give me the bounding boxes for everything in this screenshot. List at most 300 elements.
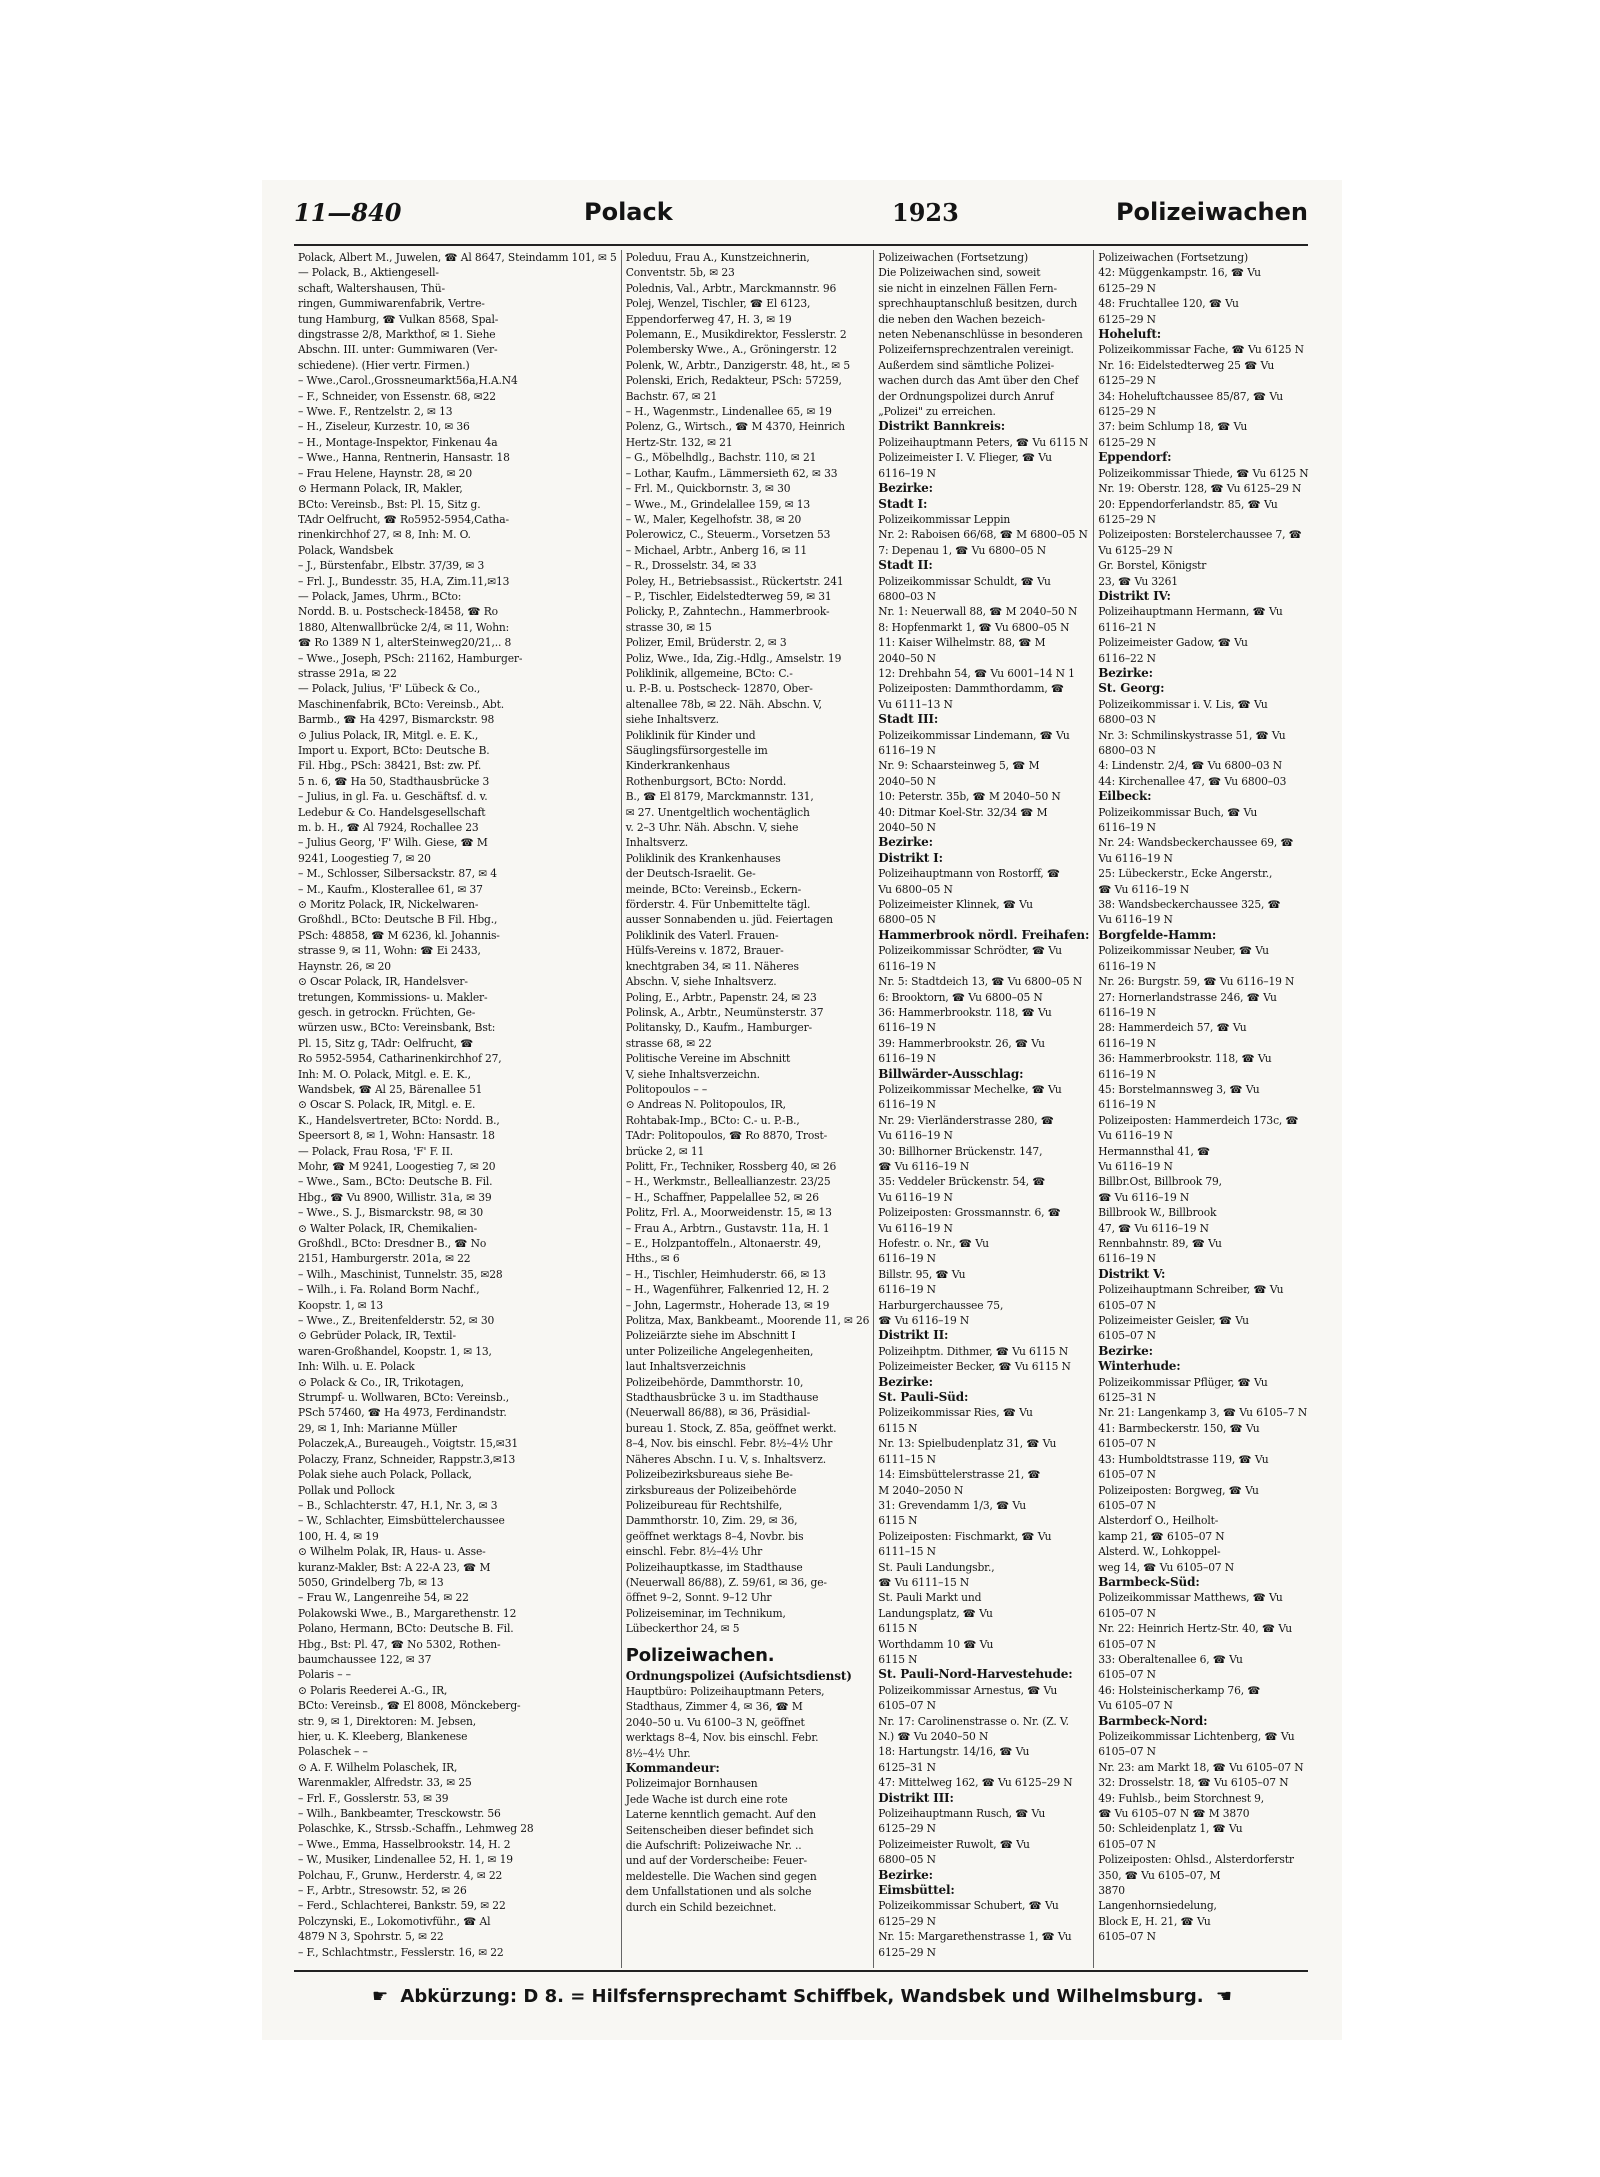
directory-line: Nr. 23: am Markt 18, ☎ Vu 6105–07 N	[1098, 1760, 1304, 1774]
directory-line: Bezirke:	[1098, 665, 1153, 680]
directory-line: Hammerbrook nördl. Freihafen:	[878, 927, 1090, 942]
directory-line: meinde, BCto: Vereinsb., Eckern-	[625, 882, 802, 896]
section-heading: Polizeiwachen.	[625, 1644, 775, 1666]
directory-line: Nr. 21: Langenkamp 3, ☎ Vu 6105–7 N	[1098, 1406, 1308, 1420]
directory-line: 3870	[1098, 1884, 1125, 1898]
directory-line: der Ordnungspolizei durch Anruf	[878, 389, 1054, 403]
directory-line: 23, ☎ Vu 3261	[1098, 574, 1178, 588]
directory-line: tretungen, Kommissions- u. Makler-	[298, 990, 488, 1004]
directory-line: – H., Schaffner, Pappelallee 52, ✉ 26	[625, 1190, 819, 1204]
hand-right-icon: ☚	[1215, 1986, 1232, 2007]
directory-line: ringen, Gummiwarenfabrik, Vertre-	[298, 297, 485, 311]
directory-line: 6116–19 N	[878, 1052, 936, 1066]
directory-line: 47: Mittelweg 162, ☎ Vu 6125–29 N	[878, 1776, 1073, 1790]
directory-line: Polednis, Val., Arbtr., Marckmannstr. 96	[625, 281, 837, 295]
directory-line: Eppendorf:	[1098, 450, 1172, 465]
directory-line: Polembersky Wwe., A., Gröningerstr. 12	[625, 343, 837, 357]
directory-line: Polizeihauptkasse, im Stadthause	[625, 1560, 803, 1574]
directory-line: Billbrook W., Billbrook	[1098, 1206, 1217, 1220]
directory-line: ⊙ Gebrüder Polack, IR, Textil-	[298, 1329, 456, 1343]
directory-line: ⊙ Moritz Polack, IR, Nickelwaren-	[298, 898, 479, 912]
directory-line: Vu 6116–19 N	[878, 1190, 953, 1204]
directory-line: Nr. 15: Margarethenstrasse 1, ☎ Vu	[878, 1930, 1072, 1944]
directory-line: Strumpf- u. Wollwaren, BCto: Vereinsb.,	[298, 1391, 510, 1405]
directory-line: 6105–07 N	[1098, 1930, 1156, 1944]
directory-line: V, siehe Inhaltsverzeichn.	[625, 1067, 760, 1081]
directory-line: 6125–29 N	[878, 1914, 936, 1928]
directory-line: knechtgraben 34, ✉ 11. Näheres	[625, 959, 799, 973]
directory-line: Nr. 2: Raboisen 66/68, ☎ M 6800–05 N	[878, 528, 1088, 542]
directory-line: Pollak und Pollock	[298, 1483, 395, 1497]
directory-line: Polakowski Wwe., B., Margarethenstr. 12	[298, 1606, 517, 1620]
directory-line: Polizeikommissar Neuber, ☎ Vu	[1098, 944, 1269, 958]
directory-line: Distrikt II:	[878, 1328, 949, 1343]
directory-line: Politza, Max, Bankbeamt., Moorende 11, ✉ 26	[625, 1314, 870, 1328]
directory-line: Poleduu, Frau A., Kunstzeichnerin,	[625, 251, 810, 264]
directory-line: ⊙ Oscar Polack, IR, Handelsver-	[298, 975, 468, 989]
page-header	[294, 198, 1308, 234]
directory-line: Polizeikommissar i. V. Lis, ☎ Vu	[1098, 697, 1268, 711]
directory-line: 6115 N	[878, 1622, 918, 1636]
directory-line: ☎ Vu 6116–19 N	[878, 1314, 970, 1328]
directory-line: Bezirke:	[1098, 1343, 1153, 1358]
directory-line: 6800–05 N	[878, 1853, 936, 1867]
directory-line: Politische Vereine im Abschnitt	[625, 1052, 791, 1066]
directory-line: – H., Tischler, Heimhuderstr. 66, ✉ 13	[625, 1267, 826, 1281]
directory-line: 8: Hopfenmarkt 1, ☎ Vu 6800–05 N	[878, 620, 1070, 634]
directory-line: – H., Ziseleur, Kurzestr. 10, ✉ 36	[298, 420, 470, 434]
directory-line: Dammthorstr. 10, Zim. 29, ✉ 36,	[625, 1514, 798, 1528]
directory-line: 6105–07 N	[878, 1699, 936, 1713]
directory-line: 35: Veddeler Brückenstr. 54, ☎	[878, 1175, 1046, 1189]
directory-line: Koopstr. 1, ✉ 13	[298, 1298, 384, 1312]
directory-line: – W., Maler, Kegelhofstr. 38, ✉ 20	[625, 512, 802, 526]
directory-line: schaft, Waltershausen, Thü-	[298, 281, 445, 295]
directory-line: 45: Borstelmannsweg 3, ☎ Vu	[1098, 1082, 1260, 1096]
directory-line: 6105–07 N	[1098, 1837, 1156, 1851]
directory-line: – F., Schneider, von Essenstr. 68, ✉22	[298, 389, 496, 403]
directory-line: 1880, Altenwallbrücke 2/4, ✉ 11, Wohn:	[298, 620, 510, 634]
directory-line: 6105–07 N	[1098, 1637, 1156, 1651]
directory-line: Polizeikommissar Lindemann, ☎ Vu	[878, 728, 1070, 742]
directory-line: Haynstr. 26, ✉ 20	[298, 959, 391, 973]
directory-line: Kommandeur:	[625, 1761, 720, 1775]
directory-line: Vu 6125–29 N	[1098, 543, 1173, 557]
column-3	[874, 250, 1094, 1968]
directory-line: Nr. 22: Heinrich Hertz-Str. 40, ☎ Vu	[1098, 1622, 1292, 1636]
directory-line: Gr. Borstel, Königstr	[1098, 559, 1207, 573]
directory-line: Stadt III:	[878, 712, 939, 727]
directory-line: 6: Brooktorn, ☎ Vu 6800–05 N	[878, 990, 1043, 1004]
directory-line: Polizeiwachen (Fortsetzung)	[878, 251, 1028, 264]
directory-line: Distrikt IV:	[1098, 588, 1171, 603]
directory-line: unter Polizeiliche Angelegenheiten,	[625, 1344, 814, 1358]
directory-line: 12: Drehbahn 54, ☎ Vu 6001–14 N 1	[878, 666, 1075, 680]
directory-line: Nr. 16: Eidelstedterweg 25 ☎ Vu	[1098, 358, 1275, 372]
directory-line: PSch: 48858, ☎ M 6236, kl. Johannis-	[298, 928, 500, 942]
running-head-section: Polizeiwachen	[1115, 198, 1308, 226]
directory-line: durch ein Schild bezeichnet.	[625, 1900, 777, 1914]
directory-line: – Frl. J., Bundesstr. 35, H.A, Zim.11,✉13	[298, 574, 510, 588]
directory-line: Polizeikommissar Pflüger, ☎ Vu	[1098, 1375, 1268, 1389]
directory-line: Landungsplatz, ☎ Vu	[878, 1606, 993, 1620]
directory-line: Nr. 5: Stadtdeich 13, ☎ Vu 6800–05 N	[878, 975, 1083, 989]
directory-line: PSch 57460, ☎ Ha 4973, Ferdinandstr.	[298, 1406, 507, 1420]
directory-line: Eppendorferweg 47, H. 3, ✉ 19	[625, 312, 792, 326]
directory-line: 40: Ditmar Koel-Str. 32/34 ☎ M	[878, 805, 1048, 819]
binding-edge	[0, 0, 16, 2177]
directory-line: 5 n. 6, ☎ Ha 50, Stadthausbrücke 3	[298, 774, 490, 788]
directory-line: Nr. 3: Schmilinskystrasse 51, ☎ Vu	[1098, 728, 1286, 742]
directory-line: Polenk, W., Arbtr., Danzigerstr. 48, ht., ✉ 5	[625, 358, 851, 372]
directory-line: Rothenburgsort, BCto: Nordd.	[625, 774, 787, 788]
directory-line: – Frl. M., Quickbornstr. 3, ✉ 30	[625, 482, 791, 496]
directory-line: Winterhude:	[1098, 1359, 1181, 1374]
directory-line: 18: Hartungstr. 14/16, ☎ Vu	[878, 1745, 1030, 1759]
directory-line: Polizeiposten: Fischmarkt, ☎ Vu	[878, 1529, 1052, 1543]
directory-line: Polack, Albert M., Juwelen, ☎ Al 8647, Steindamm 101, ✉ 5	[298, 251, 617, 264]
directory-line: Jede Wache ist durch eine rote	[625, 1792, 788, 1806]
directory-line: Polizeikommissar Schrödter, ☎ Vu	[878, 944, 1062, 958]
directory-line: Poliklinik des Krankenhauses	[625, 851, 781, 865]
directory-line: 6105–07 N	[1098, 1745, 1156, 1759]
directory-line: Großhdl., BCto: Deutsche B Fil. Hbg.,	[298, 913, 498, 927]
directory-line: 6116–19 N	[1098, 1067, 1156, 1081]
footer-note: Abkürzung: D 8. = Hilfsfernsprechamt Schiffbek, Wandsbek und Wilhelmsburg.	[400, 1986, 1204, 2007]
directory-line: Polizeikommissar Fache, ☎ Vu 6125 N	[1098, 343, 1304, 357]
directory-line: Polizeimeister Klinnek, ☎ Vu	[878, 898, 1033, 912]
directory-line: ⊙ Wilhelm Polak, IR, Haus- u. Asse-	[298, 1545, 486, 1559]
directory-line: Politz, Frl. A., Moorweidenstr. 15, ✉ 13	[625, 1206, 832, 1220]
directory-line: Näheres Abschn. I u. V, s. Inhaltsverz.	[625, 1452, 826, 1466]
directory-line: werktags 8–4, Nov. bis einschl. Febr.	[625, 1731, 819, 1745]
directory-line: St. Pauli-Süd:	[878, 1390, 969, 1405]
directory-line: – Lothar, Kaufm., Lämmersieth 62, ✉ 33	[625, 466, 838, 480]
directory-line: Poliz, Wwe., Ida, Zig.-Hdlg., Amselstr. 19	[625, 651, 842, 665]
directory-line: schiedene). (Hier vertr. Firmen.)	[298, 358, 470, 372]
directory-line: (Neuerwall 86/88), ✉ 36, Präsidial-	[625, 1406, 811, 1420]
directory-line: ⊙ Polack & Co., IR, Trikotagen,	[298, 1375, 464, 1389]
directory-line: siehe Inhaltsverz.	[625, 713, 719, 727]
directory-line: – H., Wagenmstr., Lindenallee 65, ✉ 19	[625, 405, 832, 419]
directory-line: TAdr: Politopoulos, ☎ Ro 8870, Trost-	[625, 1129, 828, 1143]
directory-line: – Wwe., S. J., Bismarckstr. 98, ✉ 30	[298, 1206, 484, 1220]
directory-line: – Frl. F., Gosslerstr. 53, ✉ 39	[298, 1791, 449, 1805]
directory-line: 350, ☎ Vu 6105–07, M	[1098, 1868, 1221, 1882]
directory-line: 37: beim Schlump 18, ☎ Vu	[1098, 420, 1248, 434]
directory-line: – Wwe., Joseph, PSch: 21162, Hamburger-	[298, 651, 523, 665]
directory-line: Polizeimeister Gadow, ☎ Vu	[1098, 636, 1248, 650]
directory-line: 2040–50 N	[878, 651, 936, 665]
directory-line: Politansky, D., Kaufm., Hamburger-	[625, 1021, 812, 1035]
directory-line: Stadt I:	[878, 496, 928, 511]
directory-line: Distrikt Bannkreis:	[878, 419, 1006, 434]
directory-line: laut Inhaltsverzeichnis	[625, 1360, 746, 1374]
directory-line: ☎ Vu 6116–19 N	[1098, 882, 1190, 896]
directory-line: 6105–07 N	[1098, 1668, 1156, 1682]
directory-line: Warenmakler, Alfredstr. 33, ✉ 25	[298, 1776, 472, 1790]
directory-line: 38: Wandsbeckerchaussee 325, ☎	[1098, 898, 1281, 912]
directory-line: 6116–19 N	[878, 1098, 936, 1112]
directory-line: strasse 291a, ✉ 22	[298, 666, 397, 680]
directory-line: Vu 6116–19 N	[1098, 1129, 1173, 1143]
directory-line: Hofestr. o. Nr., ☎ Vu	[878, 1237, 989, 1250]
directory-line: – Frau A., Arbtrn., Gustavstr. 11a, H. 1	[625, 1221, 830, 1235]
running-head-name: Polack	[584, 198, 673, 226]
directory-line: ⊙ Hermann Polack, IR, Makler,	[298, 482, 463, 496]
directory-line: Lübeckerthor 24, ✉ 5	[625, 1622, 740, 1636]
directory-line: – G., Möbelhdlg., Bachstr. 110, ✉ 21	[625, 451, 817, 465]
directory-line: 6125–29 N	[878, 1822, 936, 1836]
directory-line: Eimsbüttel:	[878, 1883, 955, 1898]
directory-line: 6111–15 N	[878, 1452, 936, 1466]
directory-line: 39: Hammerbrookstr. 26, ☎ Vu	[878, 1036, 1045, 1050]
directory-line: dem Unfallstationen und als solche	[625, 1885, 812, 1899]
directory-line: Polizeiposten: Hammerdeich 173c, ☎	[1098, 1113, 1299, 1127]
directory-line: K., Handelsvertreter, BCto: Nordd. B.,	[298, 1113, 500, 1127]
directory-line: St. Pauli Landungsbr.,	[878, 1560, 995, 1574]
directory-line: Polchau, F., Grunw., Herderstr. 4, ✉ 22	[298, 1868, 503, 1882]
directory-line: Polizeiposten: Dammthordamm, ☎	[878, 682, 1064, 696]
directory-line: die Aufschrift: Polizeiwache Nr. ..	[625, 1839, 802, 1853]
directory-line: 6116–19 N	[878, 1021, 936, 1035]
directory-line: 47, ☎ Vu 6116–19 N	[1098, 1221, 1209, 1235]
directory-line: – Julius, in gl. Fa. u. Geschäftsf. d. v.	[298, 790, 488, 804]
directory-line: 6116–21 N	[1098, 620, 1156, 634]
directory-line: 2040–50 u. Vu 6100–3 N, geöffnet	[625, 1715, 805, 1729]
directory-line: Politt, Fr., Techniker, Rossberg 40, ✉ 26	[625, 1159, 837, 1173]
directory-line: Polizer, Emil, Brüderstr. 2, ✉ 3	[625, 636, 787, 650]
directory-line: Polizeihauptmann Hermann, ☎ Vu	[1098, 605, 1283, 619]
directory-line: würzen usw., BCto: Vereinsbank, Bst:	[298, 1021, 496, 1035]
directory-line: Hbg., ☎ Vu 8900, Willistr. 31a, ✉ 39	[298, 1190, 492, 1204]
directory-line: Vu 6116–19 N	[1098, 913, 1173, 927]
directory-line: strasse 68, ✉ 22	[625, 1036, 712, 1050]
directory-line: ☎ Vu 6116–19 N	[1098, 1190, 1190, 1204]
directory-line: Polizeikommissar Mechelke, ☎ Vu	[878, 1082, 1062, 1096]
directory-line: 6125–31 N	[878, 1760, 936, 1774]
directory-line: Polizeimeister Ruwolt, ☎ Vu	[878, 1837, 1030, 1851]
directory-line: Stadthaus, Zimmer 4, ✉ 36, ☎ M	[625, 1700, 803, 1714]
directory-line: 6125–29 N	[1098, 312, 1156, 326]
directory-line: dingstrasse 2/8, Markthof, ✉ 1. Siehe	[298, 328, 496, 342]
directory-line: Poliklinik für Kinder und	[625, 728, 756, 742]
directory-line: Polaczek,A., Bureaugeh., Voigtstr. 15,✉31	[298, 1437, 519, 1451]
directory-line: TAdr Oelfrucht, ☎ Ro5952-5954,Catha-	[298, 512, 509, 526]
directory-line: und auf der Vorderscheibe: Feuer-	[625, 1854, 807, 1868]
directory-line: – Wwe., Z., Breitenfelderstr. 52, ✉ 30	[298, 1314, 495, 1328]
directory-line: – Ferd., Schlachterei, Bankstr. 59, ✉ 22	[298, 1899, 506, 1913]
directory-line: Polizeimeister Becker, ☎ Vu 6115 N	[878, 1360, 1071, 1374]
directory-line: Nr. 29: Vierländerstrasse 280, ☎	[878, 1113, 1054, 1127]
directory-line: u. P.-B. u. Postscheck- 12870, Ober-	[625, 682, 813, 696]
columns	[294, 250, 1308, 1968]
directory-line: Polenski, Erich, Redakteur, PSch: 57259,	[625, 374, 842, 388]
directory-line: Stadt II:	[878, 558, 933, 573]
directory-line: Polack, Wandsbek	[298, 543, 394, 557]
directory-line: 6115 N	[878, 1421, 918, 1435]
directory-line: Nr. 19: Oberstr. 128, ☎ Vu 6125–29 N	[1098, 482, 1302, 496]
directory-line: Polizeikommissar Buch, ☎ Vu	[1098, 805, 1258, 819]
directory-line: Vu 6105–07 N	[1098, 1699, 1173, 1713]
directory-line: Polizeikommissar Ries, ☎ Vu	[878, 1406, 1033, 1420]
directory-line: Nr. 1: Neuerwall 88, ☎ M 2040–50 N	[878, 605, 1078, 619]
directory-line: 48: Fruchtallee 120, ☎ Vu	[1098, 297, 1239, 311]
directory-line: 43: Humboldtstrasse 119, ☎ Vu	[1098, 1452, 1269, 1466]
directory-line: str. 9, ✉ 1, Direktoren: M. Jebsen,	[298, 1714, 477, 1728]
directory-line: Polenz, G., Wirtsch., ☎ M 4370, Heinrich	[625, 420, 845, 434]
directory-line: Distrikt V:	[1098, 1266, 1166, 1281]
directory-line: 2151, Hamburgerstr. 201a, ✉ 22	[298, 1252, 471, 1266]
directory-line: Langenhornsiedelung,	[1098, 1899, 1217, 1913]
directory-line: Speersort 8, ✉ 1, Wohn: Hansastr. 18	[298, 1129, 495, 1143]
directory-line: Polizeikommissar Matthews, ☎ Vu	[1098, 1591, 1283, 1605]
directory-line: 6116–19 N	[1098, 1252, 1156, 1266]
directory-line: Nr. 17: Carolinenstrasse o. Nr. (Z. V.	[878, 1714, 1069, 1728]
directory-line: Polizeibezirksbureaus siehe Be-	[625, 1468, 793, 1482]
directory-line: – Julius Georg, 'F' Wilh. Giese, ☎ M	[298, 836, 488, 850]
directory-line: die neben den Wachen bezeich-	[878, 312, 1045, 326]
directory-line: – M., Kaufm., Klosterallee 61, ✉ 37	[298, 882, 483, 896]
directory-line: N.) ☎ Vu 2040–50 N	[878, 1730, 989, 1743]
directory-line: 4: Lindenstr. 2/4, ☎ Vu 6800–03 N	[1098, 759, 1282, 773]
directory-line: Außerdem sind sämtliche Polizei-	[878, 358, 1055, 372]
directory-line: Polizeihauptmann von Rostorff, ☎	[878, 867, 1061, 881]
directory-line: – Wwe., Sam., BCto: Deutsche B. Fil.	[298, 1175, 493, 1189]
directory-line: baumchaussee 122, ✉ 37	[298, 1652, 432, 1666]
directory-line: Rohtabak-Imp., BCto: C.- u. P.-B.,	[625, 1113, 800, 1127]
directory-line: Polizeiärzte siehe im Abschnitt I	[625, 1329, 796, 1343]
directory-line: – J., Bürstenfabr., Elbstr. 37/39, ✉ 3	[298, 559, 485, 573]
directory-line: 2040–50 N	[878, 821, 936, 835]
directory-line: Vu 6116–19 N	[878, 1129, 953, 1143]
directory-line: Polizeikommissar Leppin	[878, 512, 1011, 526]
directory-line: BCto: Vereinsb., ☎ El 8008, Mönckeberg-	[298, 1699, 521, 1713]
directory-line: 6116–19 N	[1098, 1036, 1156, 1050]
directory-line: – E., Holzpantoffeln., Altonaerstr. 49,	[625, 1237, 822, 1250]
directory-line: zirksbureaus der Polizeibehörde	[625, 1483, 797, 1497]
directory-line: Nr. 9: Schaarsteinweg 5, ☎ M	[878, 759, 1040, 773]
column-4	[1094, 250, 1312, 1968]
directory-line: 44: Kirchenallee 47, ☎ Vu 6800–03	[1098, 774, 1287, 788]
directory-line: Bezirke:	[878, 835, 933, 850]
directory-line: 6800–03 N	[1098, 713, 1156, 727]
directory-line: Polerowicz, C., Steuerm., Vorsetzen 53	[625, 528, 831, 542]
directory-line: Poley, H., Betriebsassist., Rückertstr. 241	[625, 574, 844, 588]
directory-line: Polizeifernsprechzentralen vereinigt.	[878, 343, 1074, 357]
directory-line: Hertz-Str. 132, ✉ 21	[625, 435, 733, 449]
directory-line: Import u. Export, BCto: Deutsche B.	[298, 744, 490, 757]
directory-line: Polizeibureau für Rechtshilfe,	[625, 1498, 783, 1512]
directory-line: altenallee 78b, ✉ 22. Näh. Abschn. V,	[625, 697, 822, 711]
directory-line: 8–4, Nov. bis einschl. Febr. 8½–4½ Uhr	[625, 1437, 833, 1451]
directory-line: Bezirke:	[878, 481, 933, 496]
directory-line: hier, u. K. Kleeberg, Blankenese	[298, 1730, 468, 1743]
directory-line: 6115 N	[878, 1652, 918, 1666]
directory-line: Polizeikommissar Thiede, ☎ Vu 6125 N	[1098, 466, 1309, 480]
directory-line: Hoheluft:	[1098, 327, 1162, 342]
directory-line: ⊙ Julius Polack, IR, Mitgl. e. E. K.,	[298, 728, 479, 742]
directory-line: strasse 30, ✉ 15	[625, 620, 712, 634]
column-1	[294, 250, 622, 1968]
directory-line: – P., Tischler, Eidelstedterweg 59, ✉ 31	[625, 589, 832, 603]
directory-page	[262, 180, 1342, 2040]
directory-line: Poliklinik des Vaterl. Frauen-	[625, 928, 779, 942]
directory-line: Hauptbüro: Polizeihauptmann Peters,	[625, 1684, 825, 1698]
directory-line: Borgfelde-Hamm:	[1098, 927, 1217, 942]
directory-line: Polizeiposten: Ohlsd., Alsterdorferstr	[1098, 1853, 1294, 1867]
directory-line: ⊙ Andreas N. Politopoulos, IR,	[625, 1098, 786, 1112]
directory-line: Vu 6116–19 N	[1098, 851, 1173, 865]
directory-line: Eilbeck:	[1098, 789, 1152, 804]
directory-line: 10: Peterstr. 35b, ☎ M 2040–50 N	[878, 790, 1061, 804]
directory-line: 36: Hammerbrookstr. 118, ☎ Vu	[1098, 1052, 1272, 1066]
directory-line: St. Georg:	[1098, 681, 1165, 696]
directory-line: Vu 6116–19 N	[1098, 1159, 1173, 1173]
directory-line: ⊙ Walter Polack, IR, Chemikalien-	[298, 1221, 478, 1235]
directory-line: – Wwe. F., Rentzelstr. 2, ✉ 13	[298, 405, 453, 419]
directory-line: Polano, Hermann, BCto: Deutsche B. Fil.	[298, 1622, 514, 1636]
directory-line: – F., Arbtr., Stresowstr. 52, ✉ 26	[298, 1884, 467, 1898]
directory-line: 6116–19 N	[1098, 959, 1156, 973]
directory-line: 6125–29 N	[1098, 281, 1156, 295]
directory-line: Ro 5952-5954, Catharinenkirchhof 27,	[298, 1052, 502, 1066]
directory-line: Polaschke, K., Strssb.-Schaffn., Lehmweg 28	[298, 1822, 534, 1836]
directory-line: ⊙ Oscar S. Polack, IR, Mitgl. e. E.	[298, 1098, 476, 1112]
directory-line: Stadthausbrücke 3 u. im Stadthause	[625, 1391, 819, 1405]
directory-line: Politopoulos – –	[625, 1082, 708, 1096]
directory-line: 50: Schleidenplatz 1, ☎ Vu	[1098, 1822, 1243, 1836]
directory-line: – Wwe.,Carol.,Grossneumarkt56a,H.A.N4	[298, 374, 518, 388]
directory-line: 6125–29 N	[1098, 512, 1156, 526]
directory-line: 4879 N 3, Spohrstr. 5, ✉ 22	[298, 1930, 444, 1944]
directory-line: Polizeihptm. Dithmer, ☎ Vu 6115 N	[878, 1344, 1069, 1358]
directory-line: Wandsbek, ☎ Al 25, Bärenallee 51	[298, 1082, 483, 1096]
directory-line: 9241, Loogestieg 7, ✉ 20	[298, 851, 431, 865]
directory-line: strasse 9, ✉ 11, Wohn: ☎ Ei 2433,	[298, 944, 481, 958]
directory-line: Abschn. V, siehe Inhaltsverz.	[625, 975, 777, 989]
directory-line: – Wilh., i. Fa. Roland Borm Nachf.,	[298, 1283, 480, 1297]
directory-line: 49: Fuhlsb., beim Storchnest 9,	[1098, 1791, 1265, 1805]
directory-line: Billwärder-Ausschlag:	[878, 1066, 1024, 1081]
directory-line: M 2040–2050 N	[878, 1483, 964, 1497]
directory-line: BCto: Vereinsb., Bst: Pl. 15, Sitz g.	[298, 497, 481, 511]
directory-line: Billstr. 95, ☎ Vu	[878, 1267, 966, 1281]
directory-line: Poling, E., Arbtr., Papenstr. 24, ✉ 23	[625, 990, 817, 1004]
hand-left-icon: ☛	[372, 1986, 389, 2007]
directory-line: Alsterd. W., Lohkoppel-	[1098, 1545, 1221, 1559]
directory-line: Polizeimeister Geisler, ☎ Vu	[1098, 1314, 1249, 1328]
directory-line: – M., Schlosser, Silbersackstr. 87, ✉ 4	[298, 867, 497, 881]
directory-line: – Wwe., Emma, Hasselbrookstr. 14, H. 2	[298, 1837, 511, 1851]
directory-line: Polizeihauptmann Schreiber, ☎ Vu	[1098, 1283, 1284, 1297]
directory-line: 6116–19 N	[1098, 821, 1156, 835]
directory-line: Polaris – –	[298, 1668, 351, 1682]
directory-line: rinenkirchhof 27, ✉ 8, Inh: M. O.	[298, 528, 471, 542]
directory-line: Harburgerchaussee 75,	[878, 1298, 1004, 1312]
directory-line: Die Polizeiwachen sind, soweit	[878, 266, 1041, 280]
directory-line: 46: Holsteinischerkamp 76, ☎	[1098, 1683, 1261, 1697]
directory-line: m. b. H., ☎ Al 7924, Rochallee 23	[298, 821, 479, 835]
directory-line: Polak siehe auch Polack, Pollack,	[298, 1468, 472, 1482]
directory-line: brücke 2, ✉ 11	[625, 1144, 705, 1158]
directory-line: Polaczy, Franz, Schneider, Rappstr.3,✉13	[298, 1452, 516, 1466]
directory-line: Polizeikommissar Lichtenberg, ☎ Vu	[1098, 1730, 1295, 1743]
directory-line: 34: Hoheluftchaussee 85/87, ☎ Vu	[1098, 389, 1283, 403]
directory-line: 28: Hammerdeich 57, ☎ Vu	[1098, 1021, 1247, 1035]
directory-line: Polizeiposten: Borgweg, ☎ Vu	[1098, 1483, 1259, 1497]
directory-line: Polizeihauptmann Peters, ☎ Vu 6115 N	[878, 435, 1089, 449]
